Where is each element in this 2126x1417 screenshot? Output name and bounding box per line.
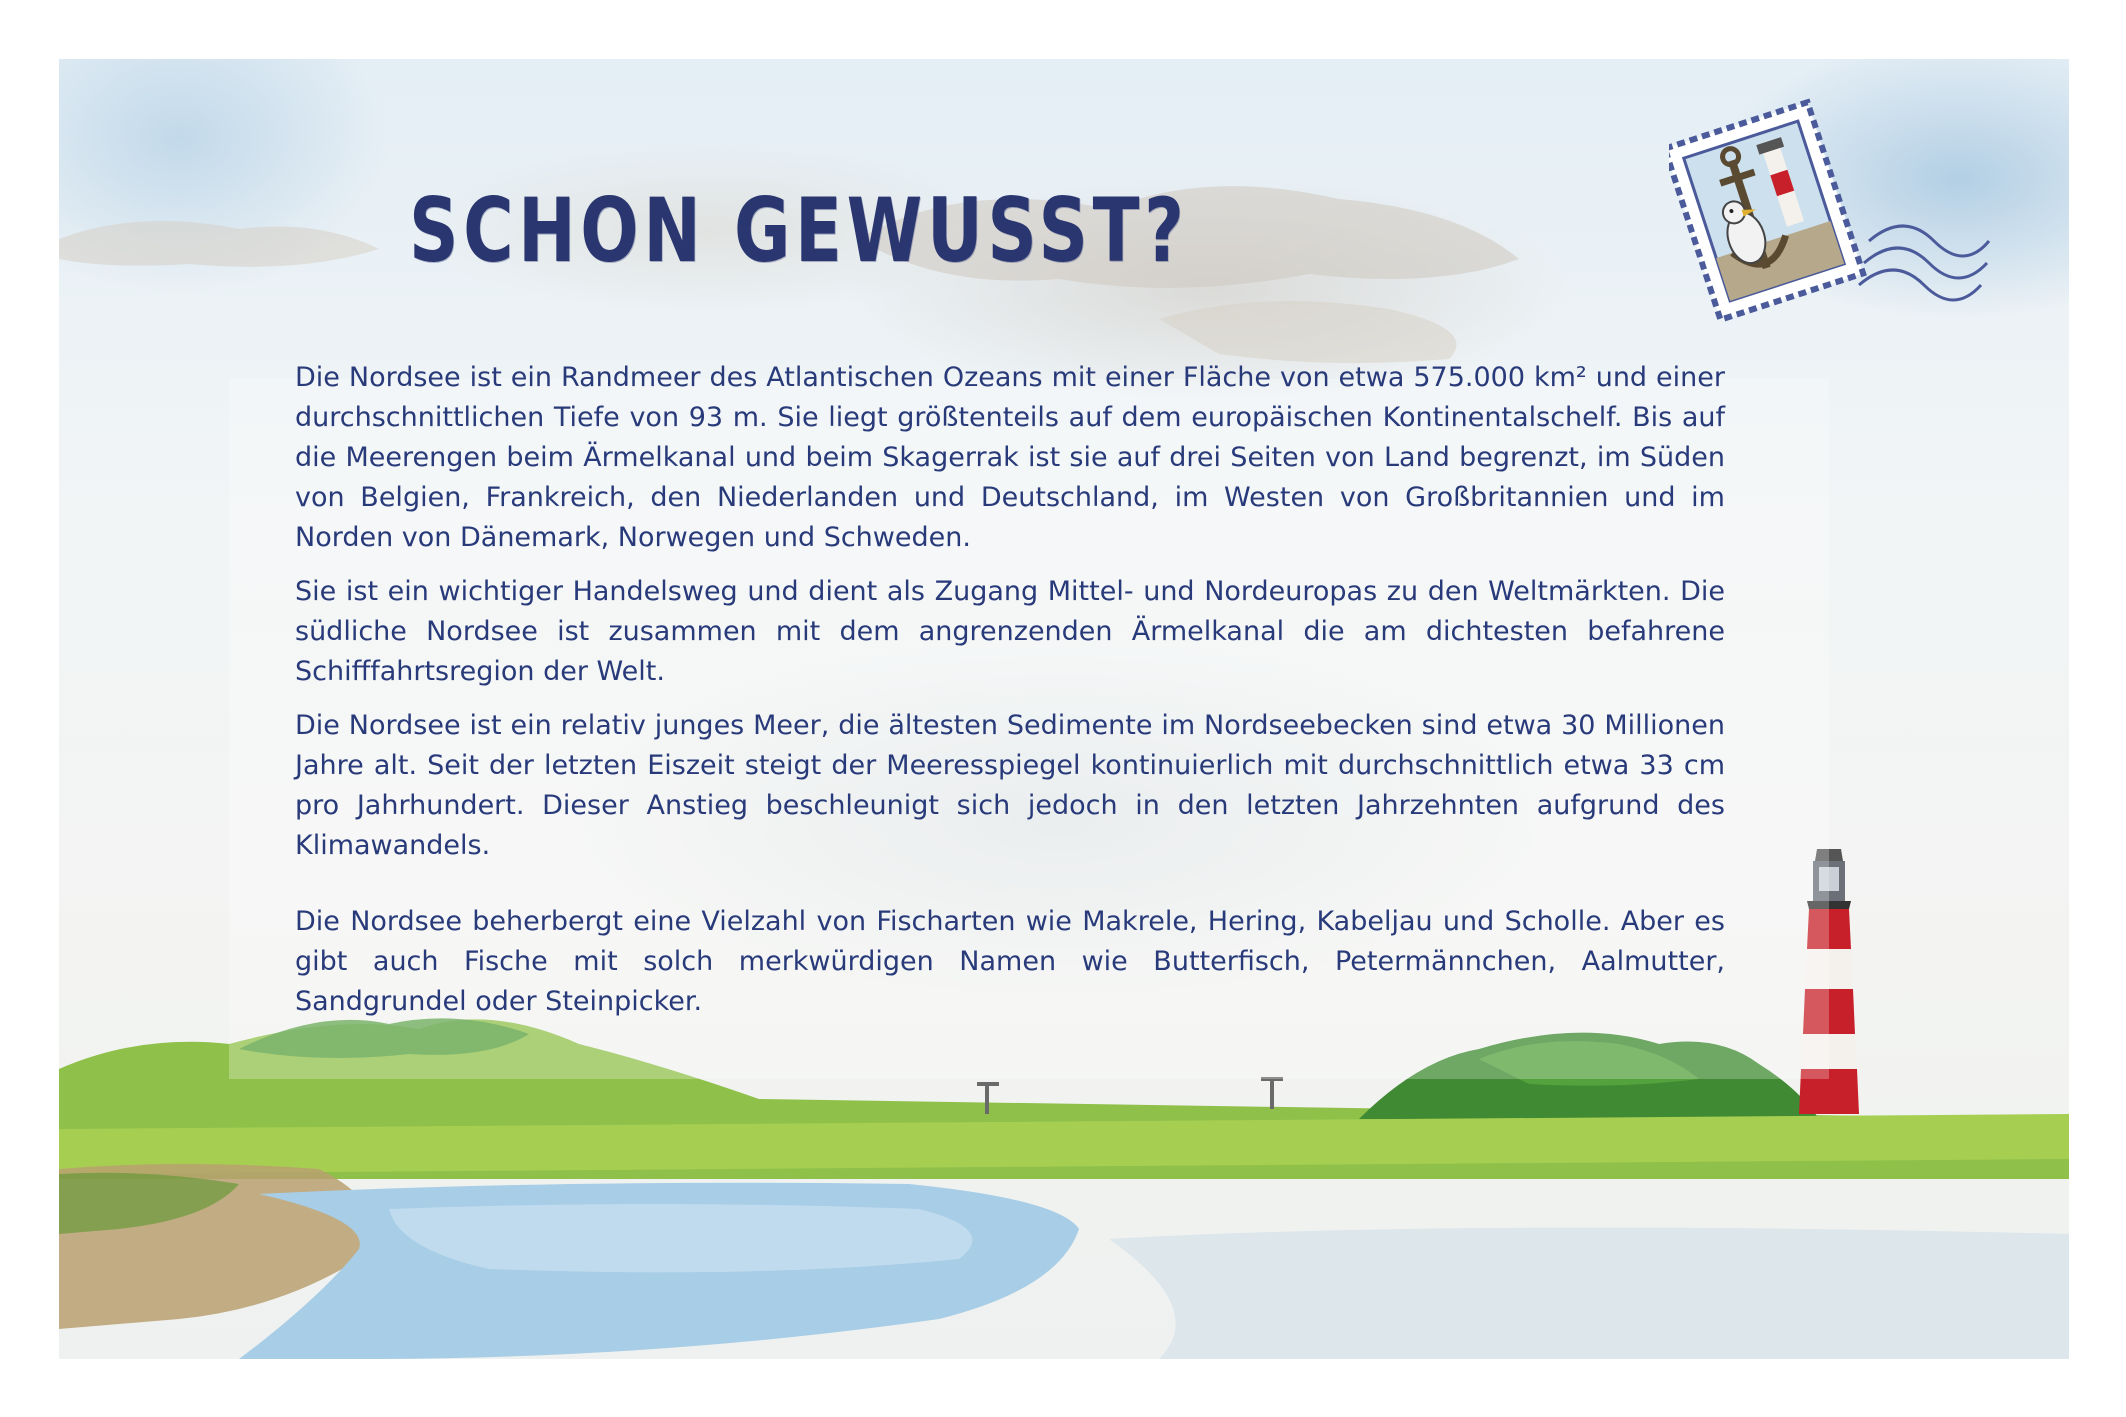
page-title: SCHON GEWUSST? — [409, 179, 1189, 282]
paragraph-3: Die Nordsee ist ein relativ junges Meer, die ältesten Sedimente im Nordseebecken sind etwa 30 Millionen Jahre alt. Seit der letzten Eiszeit steigt der Meeresspiegel kontinuierlich mit durchschnittlich etwa 33 cm pro Jahrhundert. Dieser Anstieg beschleunigt sich jedoch in den letzten Jahrzehnten aufgrund des Klimawandels. — [295, 710, 1725, 861]
anchor-lighthouse-seagull-stamp-icon — [1669, 91, 1999, 351]
paragraph-4: Die Nordsee beherbergt eine Vielzahl von Fischarten wie Makrele, Hering, Kabeljau und Scholle. Aber es gibt auch Fische mit solch merkwürdigen Namen wie Butterfisch, Petermännchen, Aalmutter, Sandgrundel oder Steinpicker. — [295, 906, 1725, 1017]
postcard — [59, 59, 2069, 1359]
paragraph-2: Sie ist ein wichtiger Handelsweg und dient als Zugang Mittel- und Nordeuropas zu den Weltmärkten. Die südliche Nordsee ist zusammen mit dem angrenzenden Ärmelkanal die am dichtesten befahrene Schifffahrtsregion der Welt. — [295, 576, 1725, 687]
body-text — [295, 358, 1725, 1036]
paragraph-1: Die Nordsee ist ein Randmeer des Atlantischen Ozeans mit einer Fläche von etwa 575.000 km² und einer durchschnittlichen Tiefe von 93 m. Sie liegt größtenteils auf dem europäischen Kontinentalschelf. Bis auf die Meerengen beim Ärmelkanal und beim Skagerrak ist sie auf drei Seiten von Land begrenzt, im Süden von Belgien, Frankreich, den Niederlanden und Deutschland, im Westen von Großbritannien und im Norden von Dänemark, Norwegen und Schweden. — [295, 362, 1725, 553]
water — [239, 1183, 2069, 1359]
